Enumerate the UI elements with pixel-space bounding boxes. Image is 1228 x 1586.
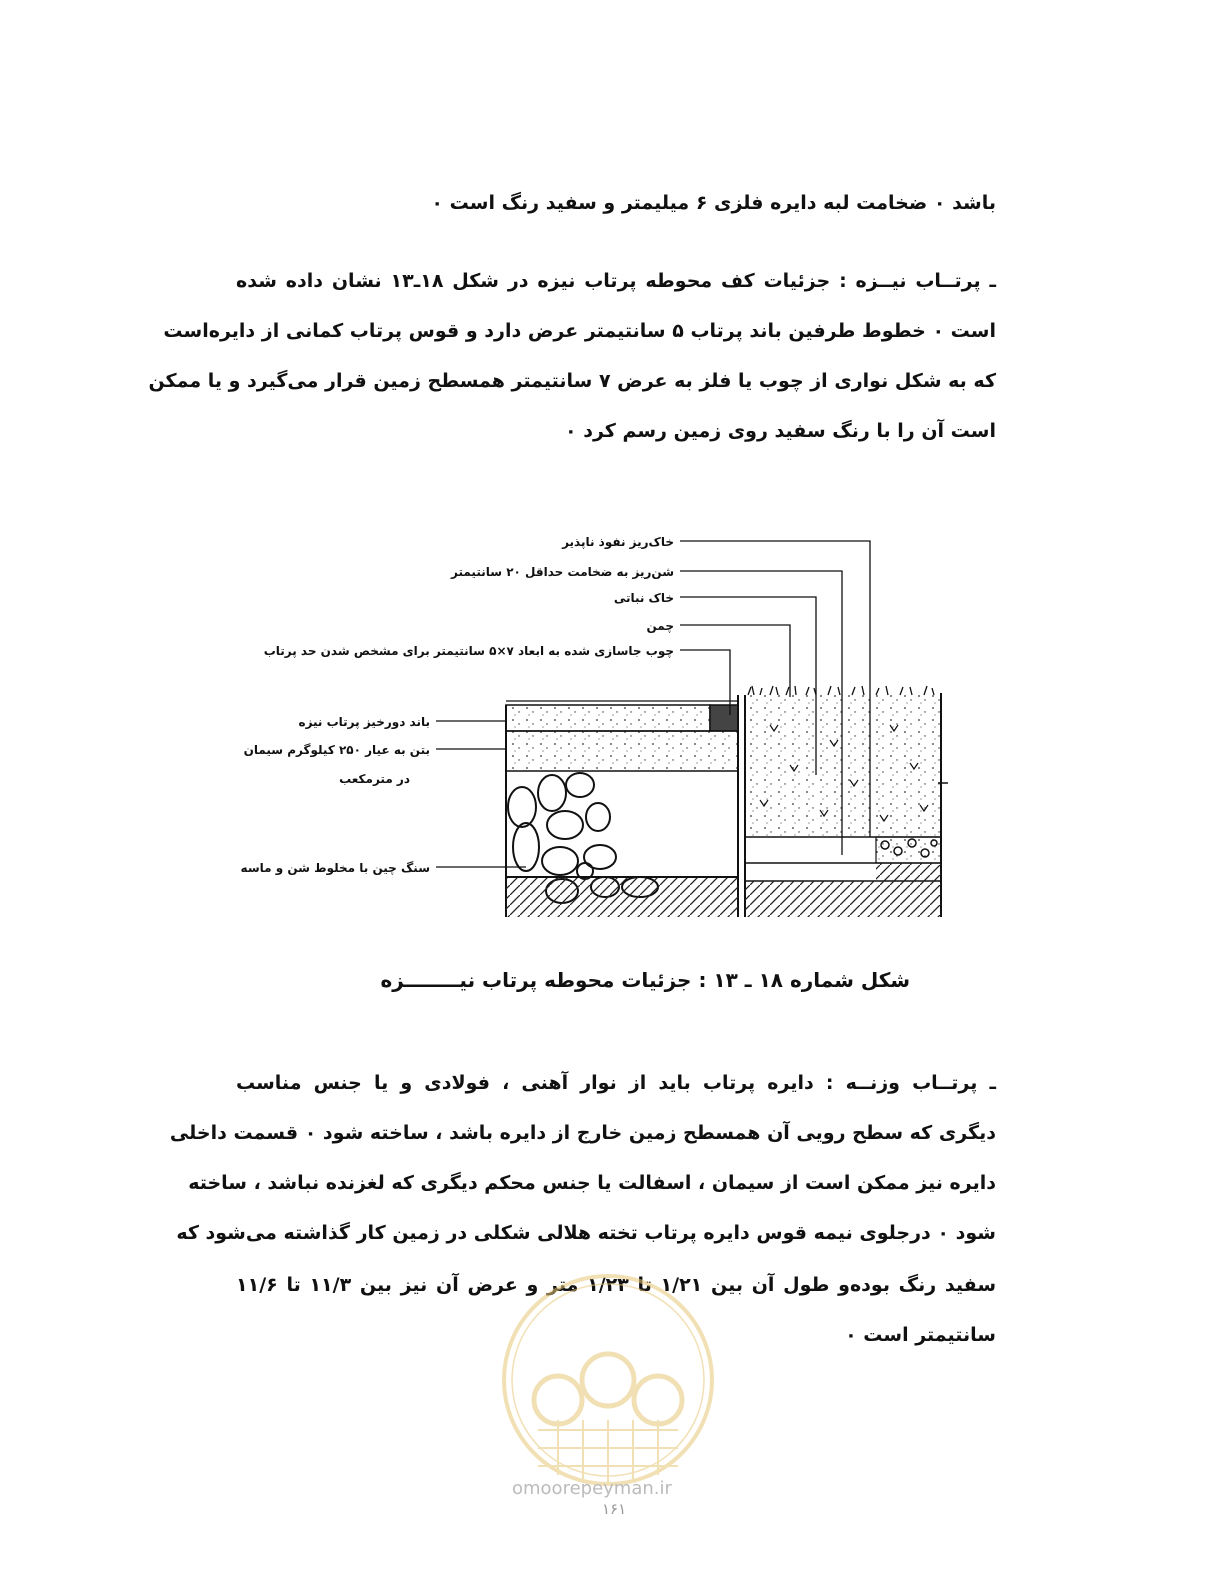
paragraph-line: شود ٠ درجلوی نیمه قوس دایره پرتاب تخته هلالی شکلی در زمین کار گذاشته می‌شود که bbox=[176, 1222, 996, 1244]
label-topsoil: خاک نباتی bbox=[613, 591, 674, 605]
label-gravel: شن‌ریز به ضخامت حداقل ۲۰ سانتیمتر bbox=[451, 565, 674, 579]
label-wooden-strip: چوب جاسازی شده به ابعاد ۷×۵ سانتیمتر برای مشخص شدن حد پرتاب bbox=[263, 644, 674, 658]
paragraph-line: سانتیمتر است ٠ bbox=[845, 1324, 996, 1346]
page-number: ۱۶۱ bbox=[602, 1500, 627, 1518]
watermark-logo bbox=[498, 1270, 718, 1490]
paragraph-line: باشد ٠ ضخامت لبه دایره فلزی ۶ میلیمتر و سفید رنگ است ٠ bbox=[431, 192, 996, 214]
paragraph-line: ـ پرتــاب وزنــه : دایره پرتاب باید از نوار آهنی ، فولادی و یا جنس مناسب bbox=[236, 1072, 996, 1094]
figure-caption: شکل شماره ۱۸ ـ ۱۳ : جزئیات محوطه پرتاب نیــــــــزه bbox=[380, 968, 910, 992]
runway-section bbox=[506, 695, 738, 917]
watermark-url: omoorepeyman.ir bbox=[512, 1478, 672, 1499]
grass-section bbox=[745, 686, 948, 917]
label-grass: چمن bbox=[646, 619, 674, 633]
paragraph-line: سفید رنگ بوده‌و طول آن بین ۱/۲۱ تا ۱/۲۳ متر و عرض آن نیز بین ۱۱/۳ تا ۱۱/۶ bbox=[236, 1274, 997, 1296]
label-runway: باند دورخیز پرتاب نیزه bbox=[298, 715, 430, 729]
wooden-strip-block bbox=[710, 705, 738, 731]
label-concrete-line-1: بتن به عیار ۲۵۰ کیلوگرم سیمان bbox=[243, 743, 430, 757]
paragraph-line: دیگری که سطح رویی آن همسطح زمین خارج از دایره باشد ، ساخته شود ٠ قسمت داخلی bbox=[169, 1122, 996, 1144]
paragraph-line: است آن را با رنگ سفید روی زمین رسم کرد ٠ bbox=[565, 420, 996, 442]
javelin-area-cross-section-diagram bbox=[230, 525, 970, 935]
paragraph-line: که به شکل نواری از چوب یا فلز به عرض ۷ سانتیمتر همسطح زمین قرار می‌گیرد و یا ممکن bbox=[148, 370, 996, 392]
label-concrete-line-2: در مترمکعب bbox=[339, 772, 410, 786]
paragraph-line: دایره نیز ممکن است از سیمان ، اسفالت یا جنس محکم دیگری که لغزنده نباشد ، ساخته bbox=[188, 1172, 996, 1194]
label-impermeable-fine-soil: خاک‌ریز نفوذ ناپذیر bbox=[562, 535, 674, 549]
paragraph-line: است ٠ خطوط طرفین باند پرتاب ۵ سانتیمتر عرض دارد و قوس پرتاب کمانی از دایره‌است bbox=[163, 320, 996, 342]
label-stone: سنگ چین با مخلوط شن و ماسه bbox=[240, 861, 430, 875]
paragraph-line: ـ پرتــاب نیــزه : جزئیات کف محوطه پرتاب نیزه در شکل ۱۸ـ۱۳ نشان داده شده bbox=[236, 270, 996, 292]
